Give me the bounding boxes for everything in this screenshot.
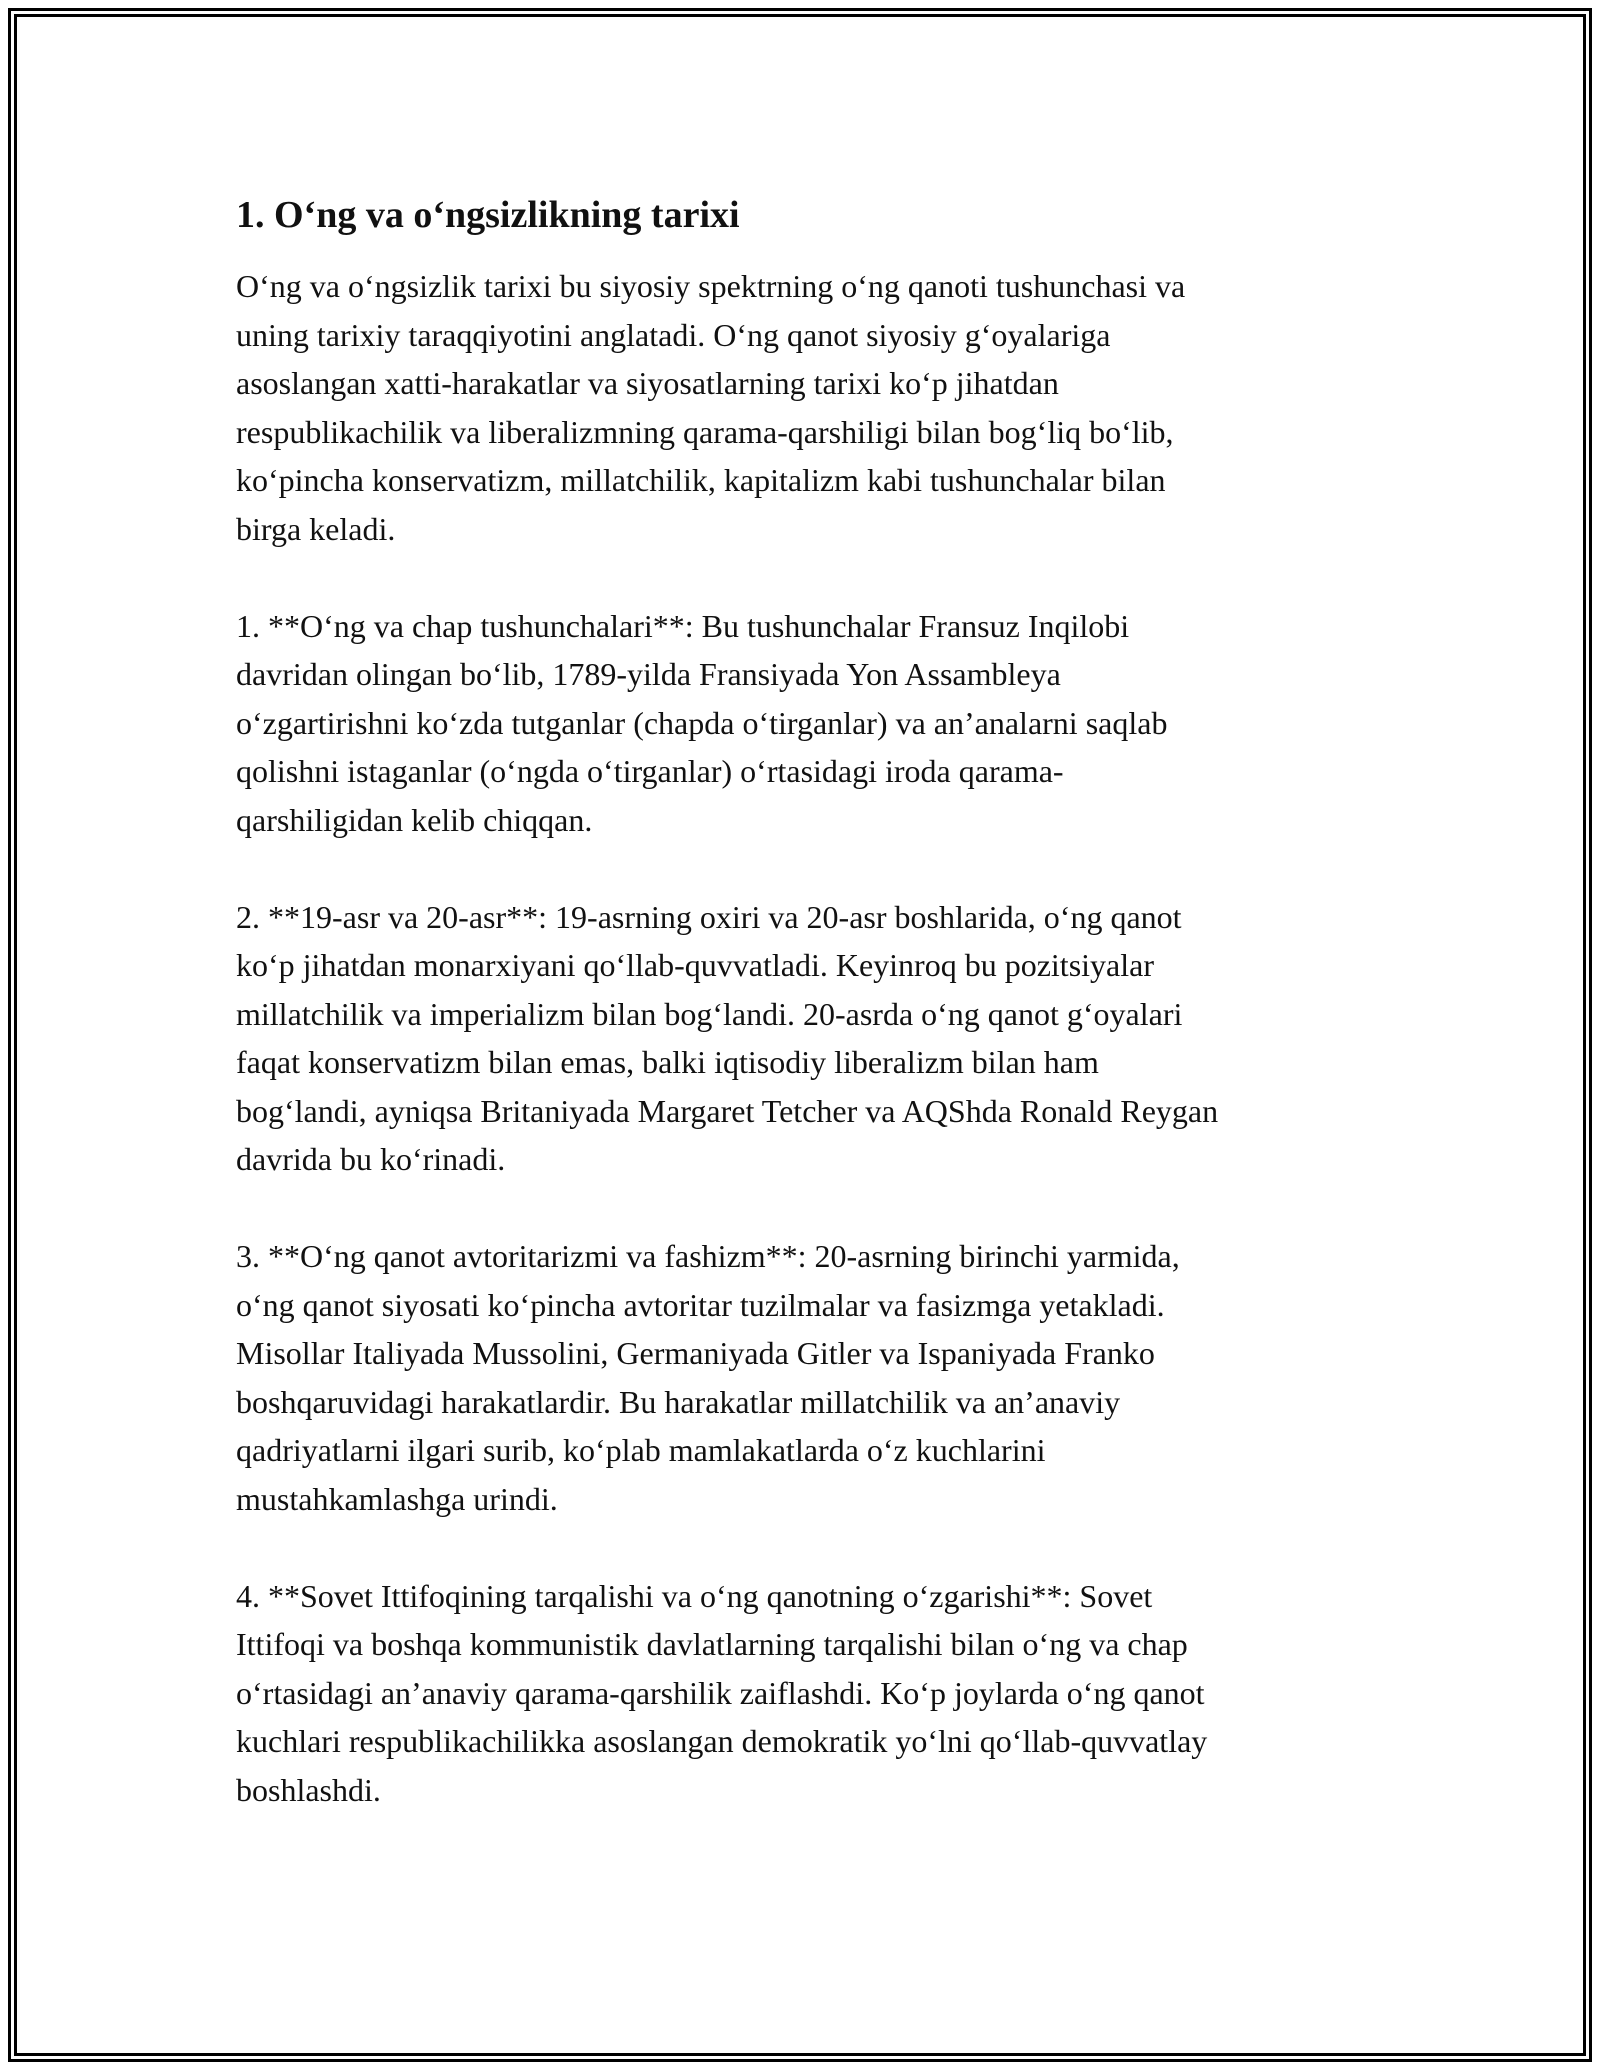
text-line: millatchilik va imperializm bilan bog‘landi. 20-asrda o‘ng qanot g‘oyalari <box>236 995 1183 1032</box>
document-body <box>236 190 1386 1863</box>
text-line: asoslangan xatti-harakatlar va siyosatlarning tarixi ko‘p jihatdan <box>236 365 1059 401</box>
text-line: boshlashdi. <box>236 1771 381 1808</box>
text-line: mustahkamlashga urindi. <box>236 1480 558 1517</box>
text-line: davrida bu ko‘rinadi. <box>236 1141 506 1177</box>
text-line: o‘rtasidagi an’anaviy qarama-qarshilik zaiflashdi. Ko‘p joylarda o‘ng qanot <box>236 1674 1205 1711</box>
text-line: o‘zgartirishni ko‘zda tutganlar (chapda o‘tirganlar) va an’analarni saqlab <box>236 704 1168 741</box>
text-line: davridan olingan bo‘lib, 1789-yilda Fransiyada Yon Assambleya <box>236 656 1061 692</box>
text-line: qadriyatlarni ilgari surib, ko‘plab mamlakatlarda o‘z kuchlarini <box>236 1432 1046 1468</box>
text-line: faqat konservatizm bilan emas, balki iqtisodiy liberalizm bilan ham <box>236 1044 1099 1080</box>
section-2-paragraph <box>236 893 1386 1184</box>
text-line: boshqaruvidagi harakatlardir. Bu harakatlar millatchilik va an’anaviy <box>236 1383 1121 1420</box>
text-line: birga keladi. <box>236 510 396 547</box>
text-line: ko‘p jihatdan monarxiyani qo‘llab-quvvatladi. Keyinroq bu pozitsiyalar <box>236 947 1154 983</box>
text-line: ko‘pincha konservatizm, millatchilik, kapitalizm kabi tushunchalar bilan <box>236 462 1166 498</box>
section-1-paragraph <box>236 602 1386 845</box>
text-line: qolishni istaganlar (o‘ngda o‘tirganlar) o‘rtasidagi iroda qarama- <box>236 753 1064 789</box>
text-line: qarshiligidan kelib chiqqan. <box>236 801 593 838</box>
text-line: o‘ng qanot siyosati ko‘pincha avtoritar tuzilmalar va fasizmga yetakladi. <box>236 1286 1165 1323</box>
document-title: 1. O‘ng va o‘ngsizlikning tarixi <box>236 194 740 236</box>
text-line: 4. **Sovet Ittifoqining tarqalishi va o‘ng qanotning o‘zgarishi**: Sovet <box>236 1577 1153 1614</box>
text-line: Misollar Italiyada Mussolini, Germaniyada Gitler va Ispaniyada Franko <box>236 1335 1155 1371</box>
text-line: respublikachilik va liberalizmning qarama-qarshiligi bilan bog‘liq bo‘lib, <box>236 413 1174 450</box>
text-line: 2. **19-asr va 20-asr**: 19-asrning oxiri va 20-asr boshlarida, o‘ng qanot <box>236 898 1182 935</box>
text-line: 3. **O‘ng qanot avtoritarizmi va fashizm**: 20-asrning birinchi yarmida, <box>236 1238 1180 1274</box>
text-line: kuchlari respublikachilikka asoslangan demokratik yo‘lni qo‘llab-quvvatlay <box>236 1723 1208 1759</box>
section-3-paragraph <box>236 1232 1386 1523</box>
intro-paragraph <box>236 262 1386 553</box>
text-line: 1. **O‘ng va chap tushunchalari**: Bu tushunchalar Fransuz Inqilobi <box>236 607 1130 644</box>
text-line: Ittifoqi va boshqa kommunistik davlatlarning tarqalishi bilan o‘ng va chap <box>236 1626 1188 1662</box>
text-line: uning tarixiy taraqqiyotini anglatadi. O‘ng qanot siyosiy g‘oyalariga <box>236 316 1111 353</box>
text-line: O‘ng va o‘ngsizlik tarixi bu siyosiy spektrning o‘ng qanoti tushunchasi va <box>236 268 1186 304</box>
section-4-paragraph <box>236 1572 1386 1815</box>
text-line: bog‘landi, ayniqsa Britaniyada Margaret Tetcher va AQShda Ronald Reygan <box>236 1092 1219 1129</box>
